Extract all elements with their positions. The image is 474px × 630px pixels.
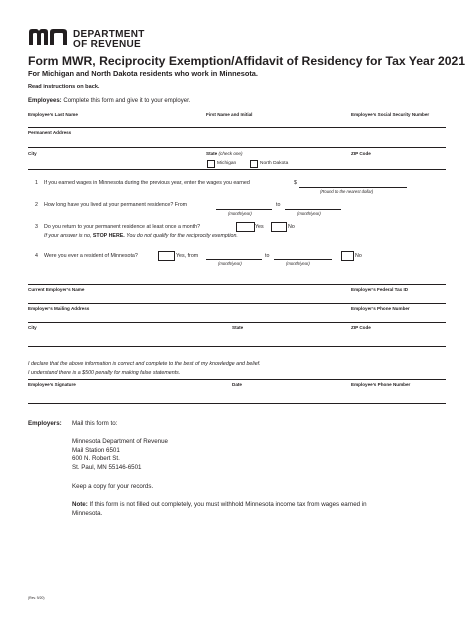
mailing-address-line-1: Minnesota Department of Revenue [72,438,168,445]
q3-yes-label: Yes [255,224,264,230]
q4-number: 4 [35,253,38,259]
mailing-address-block [72,438,168,472]
zip-label: ZIP Code [351,151,371,156]
q3-number: 3 [35,224,38,230]
q4-hint-to: (month/year) [286,261,310,266]
employees-note [28,98,190,104]
signature-date-label: Date [232,382,242,387]
q1-text: If you earned wages in Minnesota during the previous year, enter the wages you earned [44,180,250,186]
form-title: Form MWR, Reciprocity Exemption/Affidavit of Residency for Tax Year 2021 [28,54,466,68]
employer-name-line[interactable] [28,303,446,304]
declaration-line-1: I declare that the above information is correct and complete to the best of my knowledge and belief. [28,361,261,367]
q3-subtext [44,233,238,239]
mail-form-to: Mail this form to: [72,420,118,427]
q3-text: Do you return to your permanent residence at least once a month? [44,224,201,230]
q3-no-label: No [288,224,295,230]
q4-yes-box[interactable] [158,251,175,261]
ssn-label: Employee’s Social Security Number [351,112,430,117]
employer-city-line[interactable] [28,346,446,347]
state-hint: (check one) [218,151,243,156]
q1-hint: (Round to the nearest dollar) [320,189,374,194]
state-label-text: State [206,151,218,156]
q2-hint-to: (month/year) [297,211,321,216]
first-name-label: First Name and Initial [206,112,253,117]
read-instructions: Read instructions on back. [28,84,100,90]
signature-line[interactable] [28,403,446,404]
employee-phone-label: Employee’s Phone Number [351,382,411,387]
north-dakota-label: North Dakota [260,161,289,166]
q4-hint-from: (month/year) [218,261,242,266]
permanent-address-label: Permanent Address [28,130,72,135]
mailing-address-line-4: St. Paul, MN 55146-6501 [72,463,142,471]
q3-yes-box[interactable] [236,222,255,232]
city-state-line[interactable] [28,169,446,170]
note-line-1: If this form is not filled out completely, you must withhold Minnesota income tax from wages earned in [89,501,367,508]
employee-signature-label: Employee’s Signature [28,382,76,387]
declaration-rule [28,379,446,380]
department-line-1: DEPARTMENT [73,29,145,40]
q4-yes-label: Yes, from [176,253,199,259]
city-label: City [28,151,37,156]
q3-sub-stop: STOP HERE. [92,233,125,239]
revision-date: (Rev. 9/20) [28,596,45,600]
q1-number: 1 [35,180,38,186]
employers-lead: Employers: [28,420,62,427]
q1-currency: $ [294,180,297,186]
employees-note-text: Complete this form and give it to your employer. [63,98,191,104]
employee-name-line[interactable] [28,127,446,128]
employer-top-rule [28,284,446,285]
declaration-line-2: I understand there is a $500 penalty for making false statements. [28,370,181,376]
employee-last-name-label: Employee’s Last Name [28,112,78,117]
keep-copy-text: Keep a copy for your records. [72,483,154,490]
employer-note [72,501,367,518]
q4-no-label: No [355,253,362,259]
q4-to: to [265,253,270,259]
q4-to-field[interactable] [274,259,332,260]
department-line-2: OF REVENUE [73,39,142,50]
q2-to: to [276,202,281,208]
q2-hint-from: (month/year) [228,211,252,216]
q2-from-field[interactable] [216,209,272,210]
employees-note-lead: Employees: [28,98,62,104]
form-subtitle: For Michigan and North Dakota residents who work in Minnesota. [28,69,258,78]
mn-logo-icon [28,27,70,46]
q1-wages-field[interactable] [299,187,407,188]
q3-sub-post: You do not qualify for the reciprocity exemption. [126,233,238,239]
employer-address-line[interactable] [28,322,446,323]
q2-to-field[interactable] [285,209,341,210]
employer-mailing-address-label: Employer’s Mailing Address [28,306,90,311]
employer-city-label: City [28,325,37,330]
note-lead: Note: [72,501,88,508]
state-label [206,151,243,156]
note-line-2: Minnesota. [72,509,103,517]
michigan-checkbox[interactable] [207,160,215,168]
q4-text: Were you ever a resident of Minnesota? [44,253,138,259]
mailing-address-line-2: Mail Station 6501 [72,446,120,454]
employer-phone-label: Employer’s Phone Number [351,306,410,311]
michigan-label: Michigan [217,161,237,166]
employer-zip-label: ZIP Code [351,325,371,330]
north-dakota-checkbox[interactable] [250,160,258,168]
q3-no-box[interactable] [271,222,287,232]
q4-from-field[interactable] [206,259,262,260]
employer-state-label: State [232,325,244,330]
q3-sub-pre: If your answer is no, [44,233,92,239]
mailing-address-line-3: 600 N. Robert St. [72,455,120,463]
q2-text: How long have you lived at your permanent residence? From [44,202,188,208]
permanent-address-line[interactable] [28,147,446,148]
q2-number: 2 [35,202,38,208]
current-employer-label: Current Employer’s Name [28,287,85,292]
department-name [73,30,145,50]
q4-no-box[interactable] [341,251,354,261]
federal-tax-id-label: Employer’s Federal Tax ID [351,287,409,292]
